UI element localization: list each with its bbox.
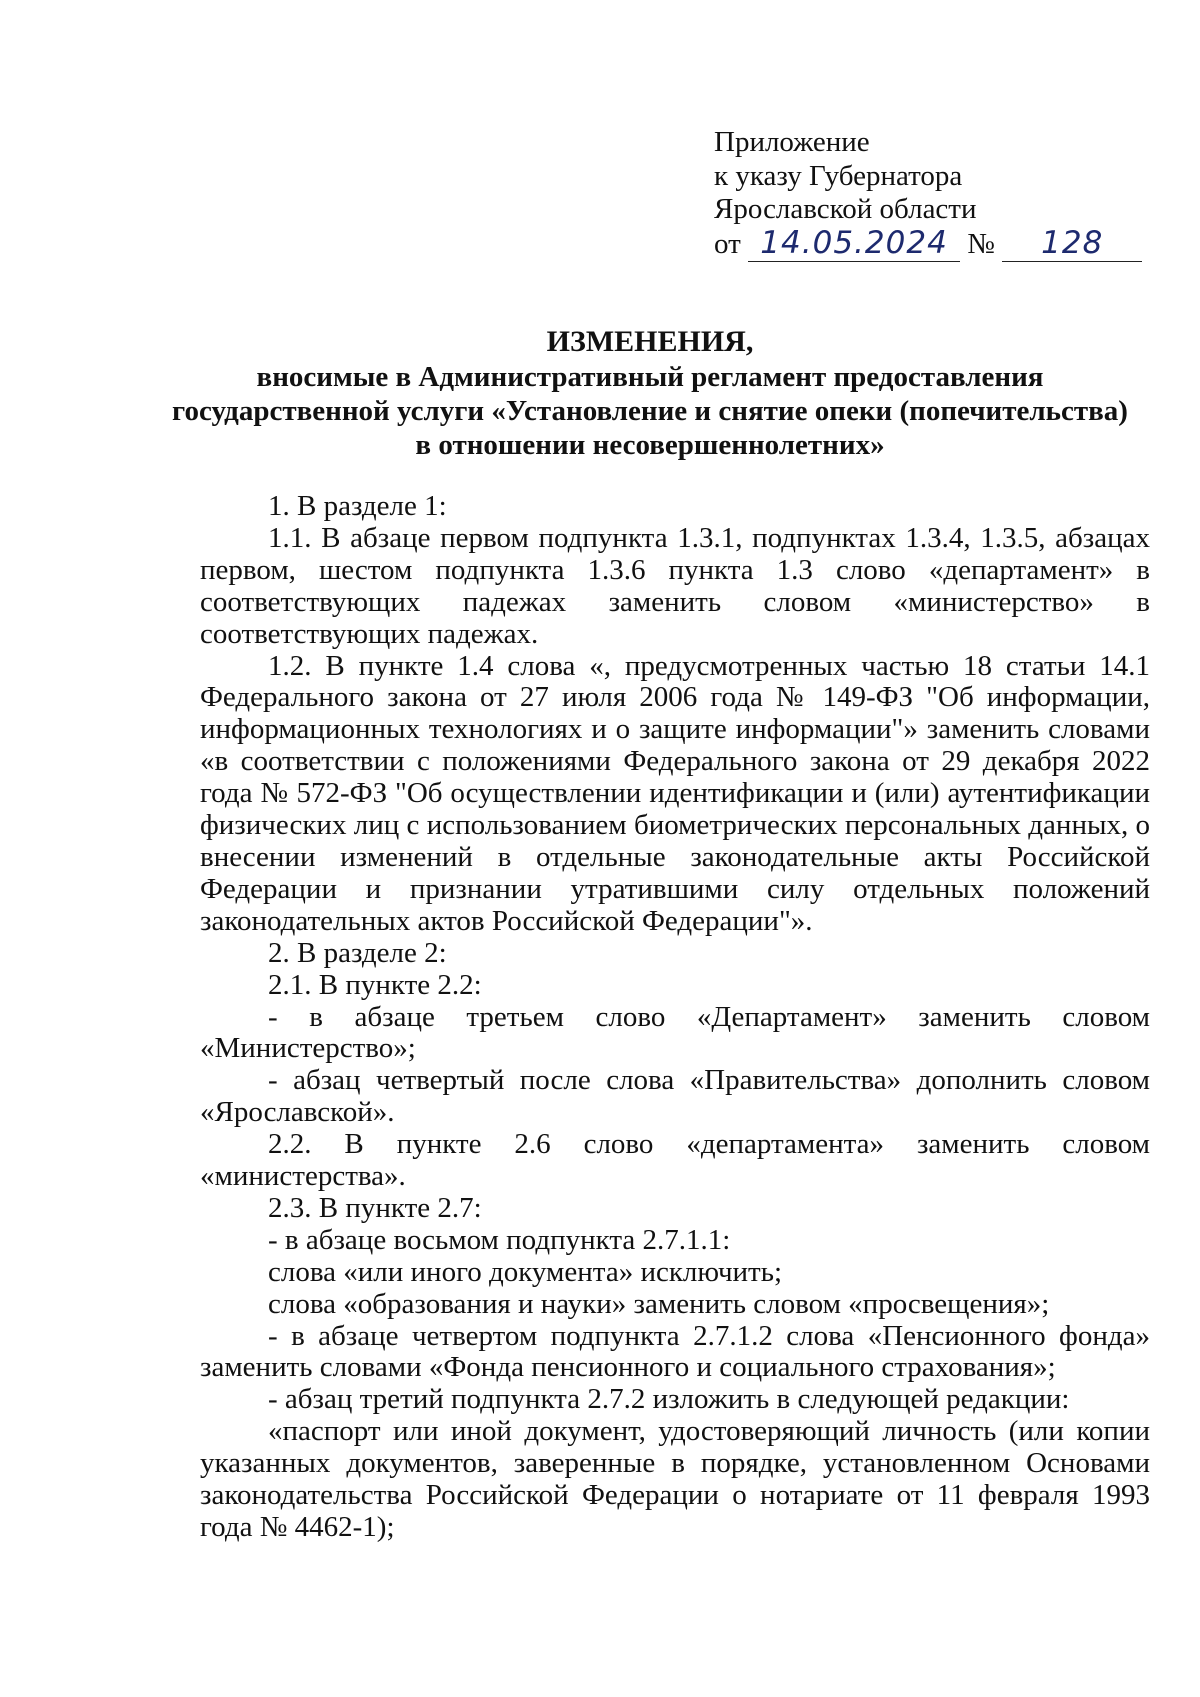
paragraph-2-1: 2.1. В пункте 2.2: [268, 968, 482, 1001]
paragraph-1: 1. В разделе 1: [268, 490, 447, 522]
date-field [748, 224, 960, 263]
handwritten-number: 128 [1041, 224, 1104, 261]
paragraph-2-1-a: - в абзаце третьем слово «Департамент» заменить словом «Министерство»; [200, 1000, 1150, 1065]
title-main: ИЗМЕНЕНИЯ, [546, 325, 754, 358]
title-line-2: государственной услуги «Установление и снятие опеки (попечительства) [172, 395, 1128, 427]
from-label: от [714, 227, 741, 260]
paragraph-2-2: 2.2. В пункте 2.6 слово «департамента» заменить словом «министерства». [200, 1128, 1150, 1193]
paragraph-2-3-b: - в абзаце четвертом подпункта 2.7.1.2 слова «Пенсионного фонда» заменить словами «Фонда пенсионного и социального страхования»; [200, 1319, 1150, 1384]
number-field [1002, 224, 1142, 263]
paragraph-2-3-c: - абзац третий подпункта 2.7.2 изложить в следующей редакции: [268, 1383, 1070, 1416]
paragraph-2: 2. В разделе 2: [268, 936, 447, 969]
document-body [200, 491, 1150, 1544]
paragraph-2-3-a: - в абзаце восьмом подпункта 2.7.1.1: [268, 1223, 731, 1256]
appendix-line-1: Приложение [714, 126, 870, 158]
appendix-line-2: к указу Губернатора [714, 159, 963, 192]
handwritten-date: 14.05.2024 [760, 224, 948, 261]
paragraph-2-1-b: - абзац четвертый после слова «Правительства» дополнить словом «Ярославской». [200, 1064, 1150, 1129]
appendix-date-number-line [714, 224, 1142, 263]
paragraph-2-3-a-2: слова «образования и науки» заменить словом «просвещения»; [268, 1287, 1050, 1320]
paragraph-1-2: 1.2. В пункте 1.4 слова «, предусмотренных частью 18 статьи 14.1 Федерального закона от 27 июля 2006 года № 149-ФЗ "Об информации, информационных технологиях и о защите информации"» заменить словами «в соответствии с положениями Федерального закона от 29 декабря 2022 года № 572-ФЗ "Об осуществлении идентификации и (или) аутентификации физических лиц с использованием биометрических персональных данных, о внесении изменений в отдельные законодательные акты Российской Федерации и признании утратившими силу отдельных положений законодательных актов Российской Федерации"». [200, 649, 1150, 937]
appendix-header [714, 126, 1142, 262]
title-line-3: в отношении несовершеннолетних» [415, 429, 885, 461]
appendix-line-3: Ярославской области [714, 193, 977, 225]
paragraph-2-3-a-1: слова «или иного документа» исключить; [268, 1255, 783, 1288]
document-title [150, 325, 1150, 462]
paragraph-2-3: 2.3. В пункте 2.7: [268, 1191, 482, 1224]
number-label: № [967, 227, 995, 260]
paragraph-1-1: 1.1. В абзаце первом подпункта 1.3.1, подпунктах 1.3.4, 1.3.5, абзацах первом, шестом подпункта 1.3.6 пункта 1.3 слово «департамент» в соответствующих падежах заменить словом «министерство» в соответствующих падежах. [200, 521, 1150, 650]
title-line-1: вносимые в Административный регламент предоставления [256, 361, 1044, 393]
paragraph-2-3-c-quote: «паспорт или иной документ, удостоверяющий личность (или копии указанных документов, заверенные в порядке, установленном Основами законодательства Российской Федерации о нотариате от 11 февраля 1993 года № 4462-1); [200, 1415, 1150, 1543]
